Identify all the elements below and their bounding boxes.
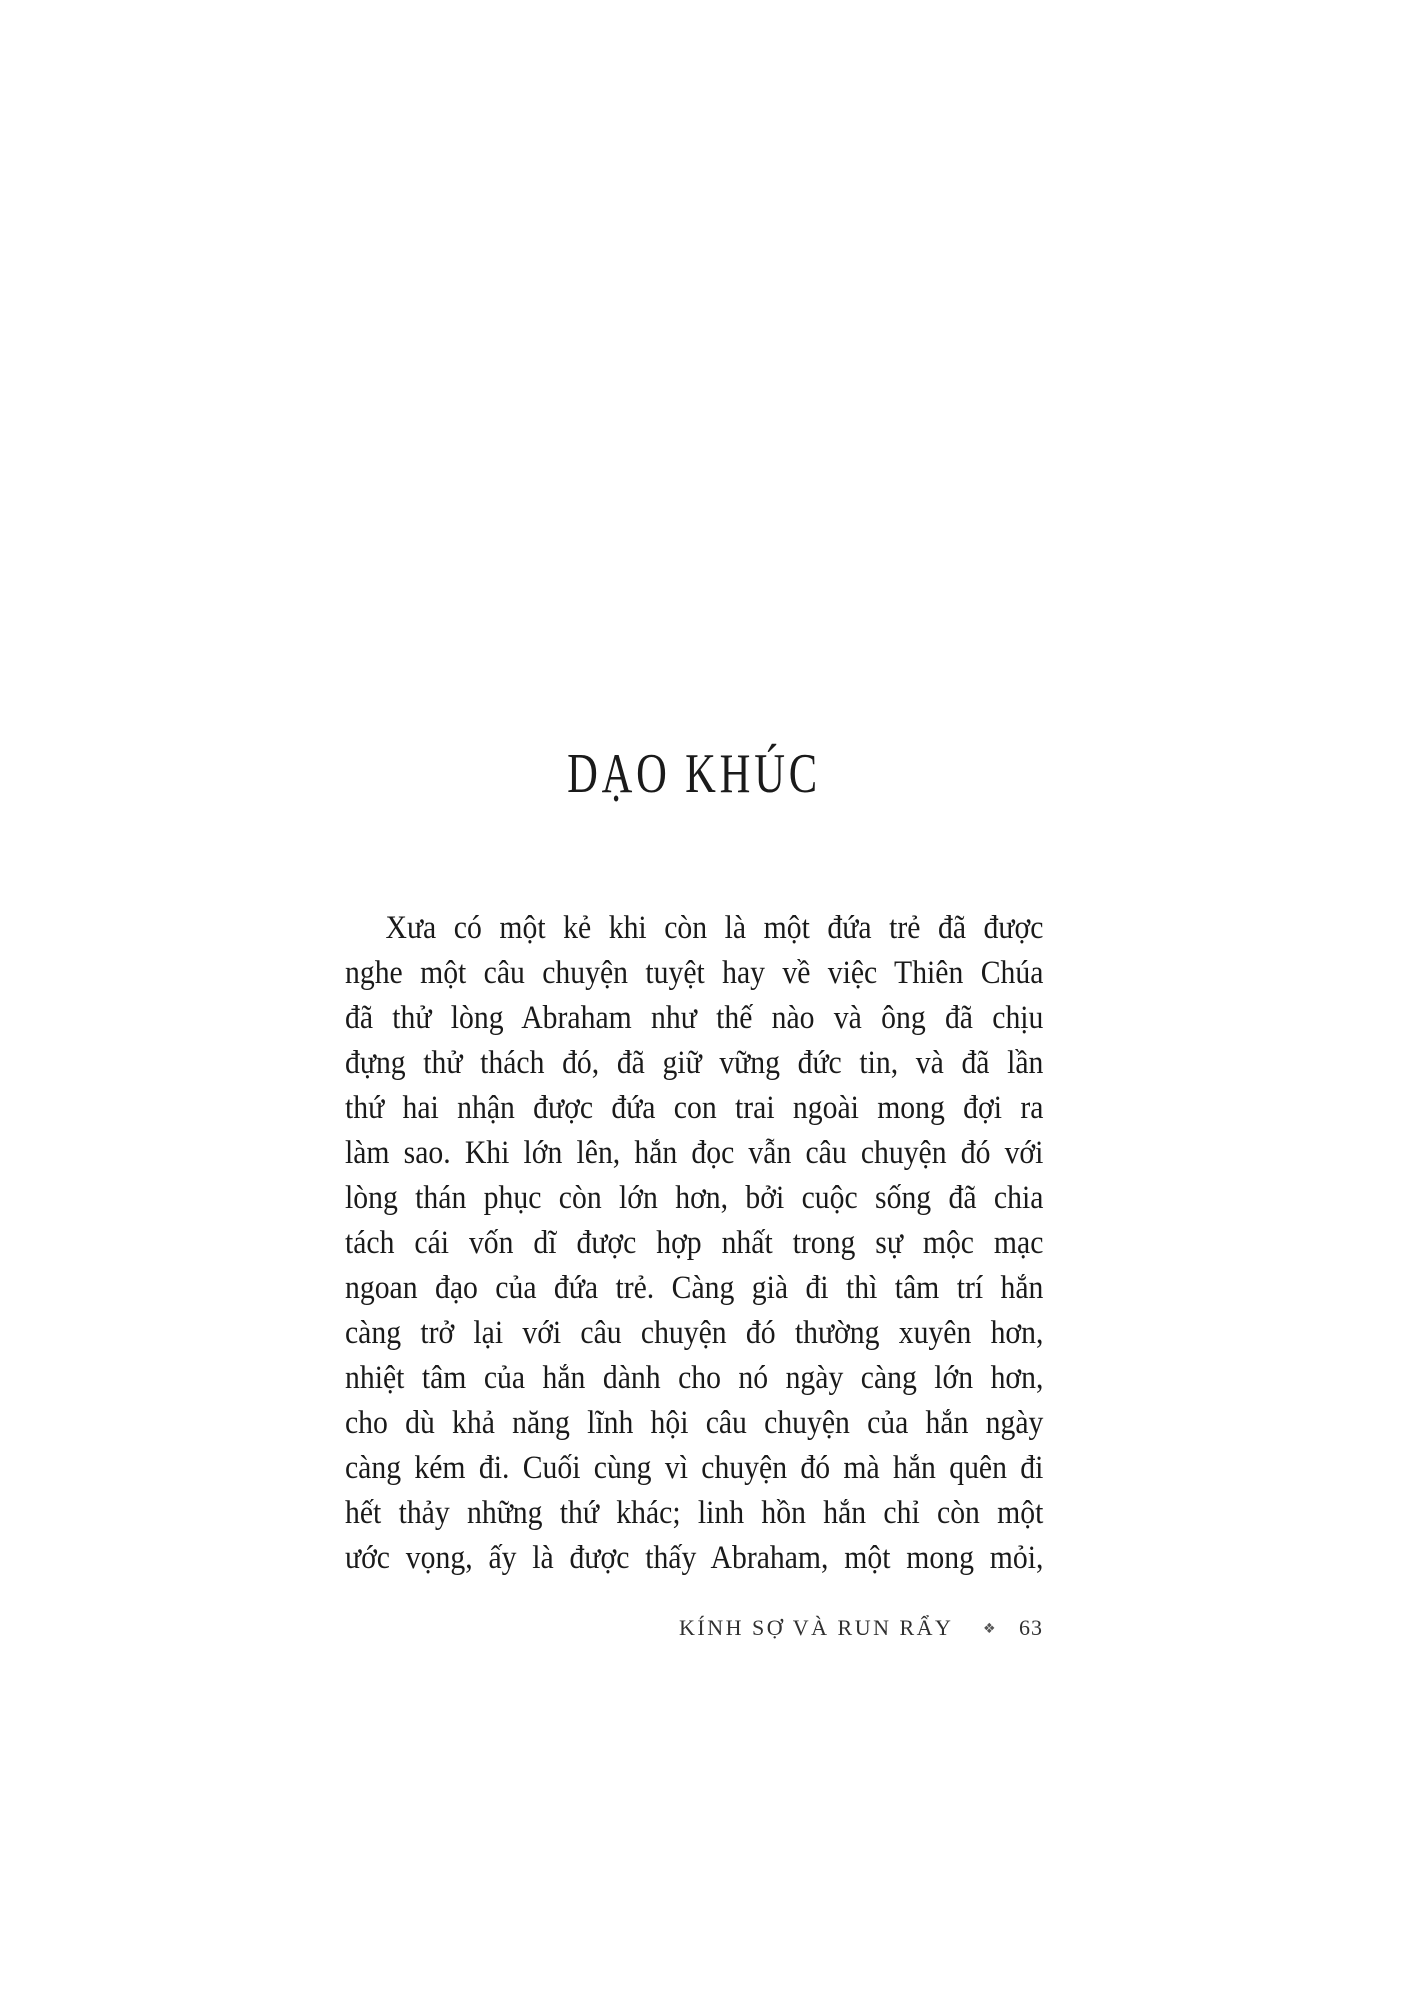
body-line: đựng thử thách đó, đã giữ vững đức tin, và đã lần (345, 1045, 1044, 1081)
chapter-title: DẠO KHÚC (567, 743, 821, 805)
body-line: càng trở lại với câu chuyện đó thường xuyên hơn, (345, 1315, 1044, 1351)
page-footer (345, 1615, 1043, 1641)
body-line: Xưa có một kẻ khi còn là một đứa trẻ đã được (385, 910, 1044, 946)
body-line: hết thảy những thứ khác; linh hồn hắn chỉ còn một (345, 1495, 1044, 1531)
body-paragraph (345, 906, 1043, 1581)
body-line: thứ hai nhận được đứa con trai ngoài mong đợi ra (345, 1090, 1044, 1126)
body-line: ngoan đạo của đứa trẻ. Càng già đi thì tâm trí hắn (345, 1270, 1044, 1306)
body-line: nghe một câu chuyện tuyệt hay về việc Thiên Chúa (345, 955, 1044, 991)
page-number: 63 (1019, 1615, 1043, 1640)
diamond-ornament-icon: ❖ (982, 1621, 996, 1637)
chapter-title-row (345, 743, 1043, 805)
running-title: KÍNH SỢ VÀ RUN RẨY (679, 1615, 954, 1640)
body-line: càng kém đi. Cuối cùng vì chuyện đó mà hắn quên đi (345, 1450, 1044, 1486)
body-line: đã thử lòng Abraham như thế nào và ông đã chịu (345, 1000, 1044, 1036)
body-line: tách cái vốn dĩ được hợp nhất trong sự mộc mạc (345, 1225, 1044, 1261)
body-line: nhiệt tâm của hắn dành cho nó ngày càng lớn hơn, (345, 1360, 1044, 1396)
body-line: cho dù khả năng lĩnh hội câu chuyện của hắn ngày (345, 1405, 1044, 1441)
body-line: lòng thán phục còn lớn hơn, bởi cuộc sống đã chia (345, 1180, 1044, 1216)
body-line: làm sao. Khi lớn lên, hắn đọc vẫn câu chuyện đó với (345, 1135, 1044, 1171)
body-line: ước vọng, ấy là được thấy Abraham, một mong mỏi, (345, 1540, 1044, 1576)
